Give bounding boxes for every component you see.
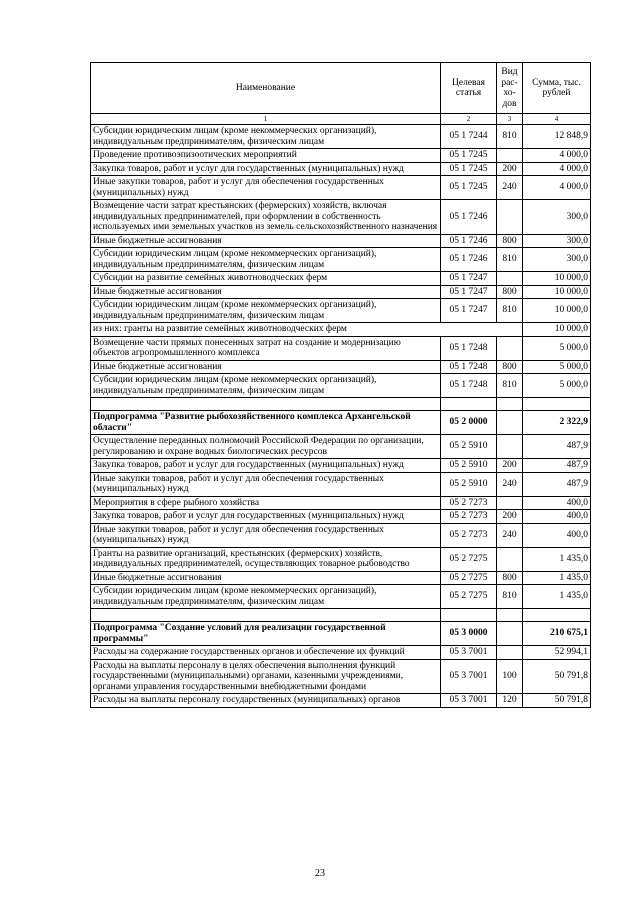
row-expense-type-cell bbox=[497, 646, 523, 660]
row-sum-cell: 4 000,0 bbox=[523, 162, 591, 176]
row-sum-cell: 10 000,0 bbox=[523, 323, 591, 337]
row-sum-cell: 10 000,0 bbox=[523, 299, 591, 323]
row-code-cell: 05 2 5910 bbox=[441, 435, 497, 459]
row-code-cell: 05 1 7247 bbox=[441, 272, 497, 286]
row-expense-type-cell bbox=[497, 200, 523, 235]
row-sum-cell: 210 675,1 bbox=[523, 622, 591, 646]
table-row bbox=[91, 571, 591, 585]
row-code-cell: 05 2 5910 bbox=[441, 459, 497, 473]
row-expense-type-cell: 810 bbox=[497, 125, 523, 149]
table-row bbox=[91, 162, 591, 176]
row-code-cell: 05 1 7248 bbox=[441, 374, 497, 398]
row-name-cell: Субсидии юридическим лицам (кроме некоммерческих организаций), индивидуальным предпринимателям, физическим лицам bbox=[91, 248, 441, 272]
row-name-cell: Возмещение части прямых понесенных затрат на создание и модернизацию объектов агропромышленного комплекса bbox=[91, 336, 441, 360]
row-expense-type-cell bbox=[497, 411, 523, 435]
table-row bbox=[91, 646, 591, 660]
empty-cell bbox=[523, 398, 591, 411]
row-code-cell: 05 2 7275 bbox=[441, 547, 497, 571]
row-name-cell: Закупка товаров, работ и услуг для государственных (муниципальных) нужд bbox=[91, 162, 441, 176]
row-sum-cell: 487,9 bbox=[523, 472, 591, 496]
row-expense-type-cell: 200 bbox=[497, 459, 523, 473]
header-code: Целевая статья bbox=[441, 63, 497, 114]
row-code-cell: 05 3 7001 bbox=[441, 659, 497, 694]
row-expense-type-cell: 800 bbox=[497, 360, 523, 374]
table-body bbox=[91, 125, 591, 708]
row-expense-type-cell bbox=[497, 547, 523, 571]
header-row bbox=[91, 63, 591, 114]
subprogram-row bbox=[91, 411, 591, 435]
row-expense-type-cell: 810 bbox=[497, 374, 523, 398]
row-sum-cell: 1 435,0 bbox=[523, 585, 591, 609]
row-code-cell: 05 1 7246 bbox=[441, 234, 497, 248]
row-name-cell: Субсидии юридическим лицам (кроме некоммерческих организаций), индивидуальным предпринимателям, физическим лицам bbox=[91, 374, 441, 398]
row-code-cell: 05 1 7245 bbox=[441, 149, 497, 163]
row-sum-cell: 50 791,8 bbox=[523, 659, 591, 694]
row-expense-type-cell: 810 bbox=[497, 248, 523, 272]
row-name-cell: Иные закупки товаров, работ и услуг для обеспечения государственных (муниципальных) нужд bbox=[91, 472, 441, 496]
header-sum: Сумма, тыс. рублей bbox=[523, 63, 591, 114]
table-row bbox=[91, 125, 591, 149]
row-sum-cell: 300,0 bbox=[523, 200, 591, 235]
empty-cell bbox=[497, 398, 523, 411]
row-expense-type-cell: 800 bbox=[497, 234, 523, 248]
row-name-cell: Субсидии юридическим лицам (кроме некоммерческих организаций), индивидуальным предпринимателям, физическим лицам bbox=[91, 125, 441, 149]
row-sum-cell: 10 000,0 bbox=[523, 285, 591, 299]
row-name-cell: Закупка товаров, работ и услуг для государственных (муниципальных) нужд bbox=[91, 459, 441, 473]
row-expense-type-cell bbox=[497, 272, 523, 286]
table-row bbox=[91, 200, 591, 235]
table-row bbox=[91, 510, 591, 524]
row-sum-cell: 487,9 bbox=[523, 435, 591, 459]
row-code-cell: 05 3 7001 bbox=[441, 646, 497, 660]
row-sum-cell: 1 435,0 bbox=[523, 571, 591, 585]
table-row bbox=[91, 459, 591, 473]
column-number: 1 bbox=[91, 114, 441, 125]
row-expense-type-cell bbox=[497, 149, 523, 163]
spacer-row bbox=[91, 609, 591, 622]
column-number: 2 bbox=[441, 114, 497, 125]
table-row bbox=[91, 285, 591, 299]
table-row bbox=[91, 360, 591, 374]
row-expense-type-cell: 240 bbox=[497, 523, 523, 547]
row-expense-type-cell: 800 bbox=[497, 571, 523, 585]
row-code-cell: 05 2 7273 bbox=[441, 523, 497, 547]
row-expense-type-cell: 810 bbox=[497, 585, 523, 609]
row-code-cell: 05 1 7248 bbox=[441, 360, 497, 374]
row-sum-cell: 487,9 bbox=[523, 459, 591, 473]
page-number: 23 bbox=[315, 868, 325, 879]
row-code-cell: 05 1 7245 bbox=[441, 162, 497, 176]
row-name-cell: Иные закупки товаров, работ и услуг для обеспечения государственных (муниципальных) нужд bbox=[91, 523, 441, 547]
row-code-cell: 05 2 7273 bbox=[441, 510, 497, 524]
row-name-cell: Проведение противоэпизоотических мероприятий bbox=[91, 149, 441, 163]
row-expense-type-cell: 200 bbox=[497, 162, 523, 176]
row-sum-cell: 400,0 bbox=[523, 510, 591, 524]
table-header bbox=[91, 63, 591, 125]
table-row bbox=[91, 659, 591, 694]
row-expense-type-cell bbox=[497, 435, 523, 459]
row-sum-cell: 52 994,1 bbox=[523, 646, 591, 660]
empty-cell bbox=[441, 609, 497, 622]
row-sum-cell: 4 000,0 bbox=[523, 149, 591, 163]
row-sum-cell: 4 000,0 bbox=[523, 176, 591, 200]
table-row bbox=[91, 299, 591, 323]
row-name-cell: Закупка товаров, работ и услуг для государственных (муниципальных) нужд bbox=[91, 510, 441, 524]
row-name-cell: Расходы на выплаты персоналу государственных (муниципальных) органов bbox=[91, 694, 441, 708]
row-name-cell: Иные бюджетные ассигнования bbox=[91, 360, 441, 374]
row-code-cell: 05 1 7246 bbox=[441, 248, 497, 272]
row-code-cell: 05 2 5910 bbox=[441, 472, 497, 496]
row-expense-type-cell: 240 bbox=[497, 472, 523, 496]
spacer-row bbox=[91, 398, 591, 411]
row-sum-cell: 50 791,8 bbox=[523, 694, 591, 708]
table-row bbox=[91, 234, 591, 248]
row-sum-cell: 5 000,0 bbox=[523, 360, 591, 374]
row-code-cell: 05 3 0000 bbox=[441, 622, 497, 646]
table-row bbox=[91, 176, 591, 200]
table-row bbox=[91, 374, 591, 398]
empty-cell bbox=[91, 398, 441, 411]
row-name-cell: Возмещение части затрат крестьянских (фермерских) хозяйств, включая индивидуальных предпринимателей, при оформлении в собственность используемых ими земельных участков из земель сельскохозяйственного назначения bbox=[91, 200, 441, 235]
row-sum-cell: 400,0 bbox=[523, 523, 591, 547]
table-row bbox=[91, 547, 591, 571]
row-code-cell: 05 1 7248 bbox=[441, 336, 497, 360]
column-number: 4 bbox=[523, 114, 591, 125]
row-name-cell: Мероприятия в сфере рыбного хозяйства bbox=[91, 496, 441, 510]
row-code-cell: 05 1 7247 bbox=[441, 299, 497, 323]
row-sum-cell: 300,0 bbox=[523, 248, 591, 272]
table-row bbox=[91, 585, 591, 609]
table-row bbox=[91, 694, 591, 708]
subprogram-row bbox=[91, 622, 591, 646]
row-name-cell: Гранты на развитие организаций, крестьянских (фермерских) хозяйств, индивидуальных предпринимателей, осуществляющих товарное рыбоводство bbox=[91, 547, 441, 571]
row-expense-type-cell: 200 bbox=[497, 510, 523, 524]
row-sum-cell: 5 000,0 bbox=[523, 374, 591, 398]
row-sum-cell: 400,0 bbox=[523, 496, 591, 510]
row-code-cell: 05 1 7245 bbox=[441, 176, 497, 200]
row-expense-type-cell: 100 bbox=[497, 659, 523, 694]
table-row bbox=[91, 435, 591, 459]
row-sum-cell: 10 000,0 bbox=[523, 272, 591, 286]
row-expense-type-cell: 800 bbox=[497, 285, 523, 299]
table-row bbox=[91, 149, 591, 163]
row-code-cell: 05 2 7275 bbox=[441, 585, 497, 609]
row-expense-type-cell: 240 bbox=[497, 176, 523, 200]
row-name-cell: Иные закупки товаров, работ и услуг для обеспечения государственных (муниципальных) нужд bbox=[91, 176, 441, 200]
table-row bbox=[91, 336, 591, 360]
row-sum-cell: 2 322,9 bbox=[523, 411, 591, 435]
row-sum-cell: 1 435,0 bbox=[523, 547, 591, 571]
row-expense-type-cell: 810 bbox=[497, 299, 523, 323]
row-name-cell: Расходы на выплаты персоналу в целях обеспечения выполнения функций государственными (муниципальными) органами, казенными учреждениями, органами управления государственными внебюджетными фондами bbox=[91, 659, 441, 694]
table-row bbox=[91, 523, 591, 547]
row-expense-type-cell bbox=[497, 336, 523, 360]
column-number-row bbox=[91, 114, 591, 125]
row-name-cell: Иные бюджетные ассигнования bbox=[91, 571, 441, 585]
row-expense-type-cell: 120 bbox=[497, 694, 523, 708]
empty-cell bbox=[91, 609, 441, 622]
row-sum-cell: 5 000,0 bbox=[523, 336, 591, 360]
header-expense-type: Вид рас-хо-дов bbox=[497, 63, 523, 114]
column-number: 3 bbox=[497, 114, 523, 125]
table-row bbox=[91, 248, 591, 272]
row-name-cell: Расходы на содержание государственных органов и обеспечение их функций bbox=[91, 646, 441, 660]
row-name-cell: Иные бюджетные ассигнования bbox=[91, 234, 441, 248]
table-row bbox=[91, 323, 591, 337]
row-name-cell: Иные бюджетные ассигнования bbox=[91, 285, 441, 299]
row-code-cell: 05 1 7244 bbox=[441, 125, 497, 149]
table-row bbox=[91, 496, 591, 510]
row-sum-cell: 12 848,9 bbox=[523, 125, 591, 149]
empty-cell bbox=[441, 398, 497, 411]
row-code-cell: 05 3 7001 bbox=[441, 694, 497, 708]
row-code-cell: 05 1 7247 bbox=[441, 285, 497, 299]
row-name-cell: Субсидии на развитие семейных животноводческих ферм bbox=[91, 272, 441, 286]
header-name: Наименование bbox=[91, 63, 441, 114]
row-expense-type-cell bbox=[497, 622, 523, 646]
empty-cell bbox=[497, 609, 523, 622]
row-name-cell: из них: гранты на развитие семейных животноводческих ферм bbox=[91, 323, 523, 337]
budget-table bbox=[90, 62, 591, 708]
row-code-cell: 05 2 0000 bbox=[441, 411, 497, 435]
row-expense-type-cell bbox=[497, 496, 523, 510]
table-row bbox=[91, 272, 591, 286]
empty-cell bbox=[523, 609, 591, 622]
row-name-cell: Субсидии юридическим лицам (кроме некоммерческих организаций), индивидуальным предпринимателям, физическим лицам bbox=[91, 299, 441, 323]
row-name-cell: Подпрограмма "Развитие рыбохозяйственного комплекса Архангельской области" bbox=[91, 411, 441, 435]
row-code-cell: 05 2 7273 bbox=[441, 496, 497, 510]
row-name-cell: Осуществление переданных полномочий Российской Федерации по организации, регулированию и охране водных биологических ресурсов bbox=[91, 435, 441, 459]
row-sum-cell: 300,0 bbox=[523, 234, 591, 248]
row-code-cell: 05 2 7275 bbox=[441, 571, 497, 585]
row-name-cell: Подпрограмма "Создание условий для реализации государственной программы" bbox=[91, 622, 441, 646]
row-name-cell: Субсидии юридическим лицам (кроме некоммерческих организаций), индивидуальным предпринимателям, физическим лицам bbox=[91, 585, 441, 609]
table-row bbox=[91, 472, 591, 496]
row-code-cell: 05 1 7246 bbox=[441, 200, 497, 235]
